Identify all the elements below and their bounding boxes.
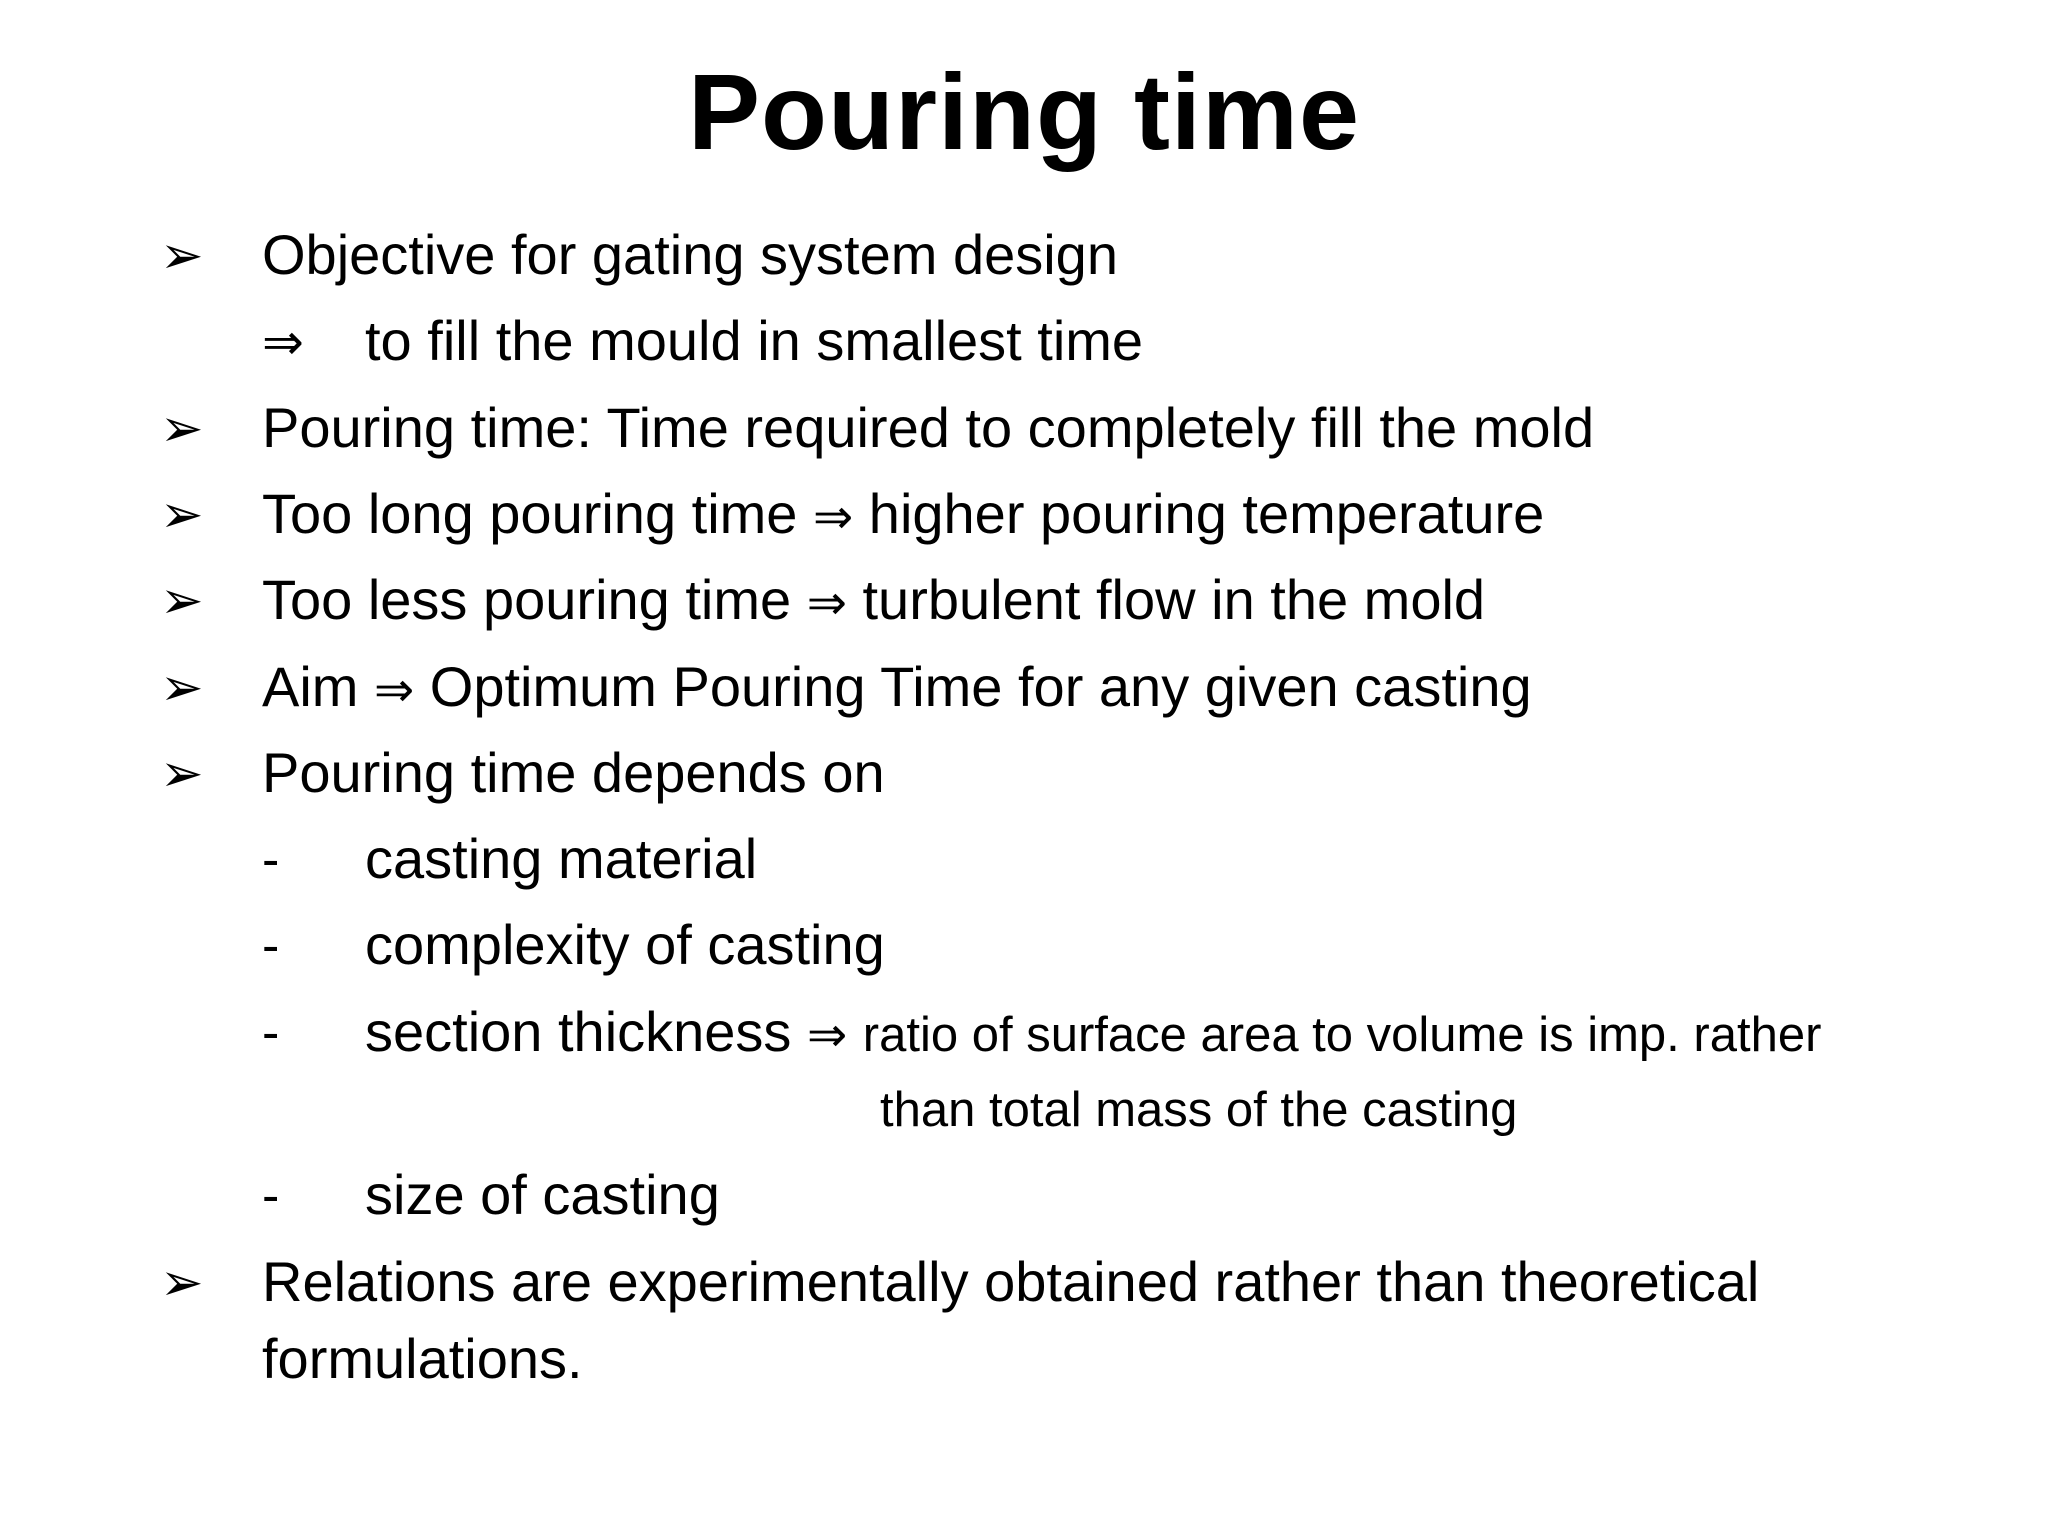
bullet-too-less-effect: turbulent flow in the mold — [862, 568, 1486, 631]
bullet-too-long-cause: Too long pouring time — [262, 482, 798, 545]
double-arrow-implies-icon: ⇒ — [374, 662, 415, 718]
bullet-objective: Objective for gating system design — [262, 223, 1118, 286]
arrowhead-bullet-icon: ➢ — [160, 400, 204, 458]
bullet-too-long — [262, 481, 1544, 550]
arrowhead-bullet-icon: ➢ — [160, 745, 204, 803]
dash-bullet-icon: - — [262, 1004, 280, 1062]
arrowhead-bullet-icon: ➢ — [160, 227, 204, 285]
factor-section-thickness — [365, 999, 1821, 1068]
bullet-aim — [262, 654, 1532, 723]
double-arrow-implies-icon: ⇒ — [813, 489, 854, 545]
double-arrow-implies-icon: ⇒ — [262, 313, 304, 371]
double-arrow-implies-icon: ⇒ — [807, 1007, 848, 1063]
factor-section-thickness-note: ratio of surface area to volume is imp. rather — [862, 1008, 1822, 1062]
dash-bullet-icon: - — [262, 917, 280, 975]
bullet-depends-on: Pouring time depends on — [262, 741, 885, 804]
dash-bullet-icon: - — [262, 831, 280, 889]
arrowhead-bullet-icon: ➢ — [160, 486, 204, 544]
bullet-relations-continuation: formulations. — [262, 1327, 583, 1390]
arrowhead-bullet-icon: ➢ — [160, 572, 204, 630]
double-arrow-implies-icon: ⇒ — [806, 575, 847, 631]
factor-section-thickness-label: section thickness — [365, 1000, 792, 1063]
bullet-pouring-time-definition: Pouring time: Time required to completely fill the mold — [262, 396, 1595, 459]
bullet-aim-target: Optimum Pouring Time for any given casting — [429, 655, 1532, 718]
dash-bullet-icon: - — [262, 1167, 280, 1225]
factor-section-thickness-note-continuation: than total mass of the casting — [880, 1083, 1518, 1137]
bullet-relations: Relations are experimentally obtained rather than theoretical — [262, 1250, 1760, 1313]
bullet-too-long-effect: higher pouring temperature — [868, 482, 1545, 545]
factor-complexity: complexity of casting — [365, 913, 885, 976]
bullet-aim-label: Aim — [262, 655, 359, 718]
arrowhead-bullet-icon: ➢ — [160, 659, 204, 717]
sub-objective-fill-mould: to fill the mould in smallest time — [365, 309, 1144, 372]
bullet-too-less — [262, 567, 1485, 636]
slide-title: Pouring time — [687, 51, 1361, 172]
bullet-too-less-cause: Too less pouring time — [262, 568, 792, 631]
arrowhead-bullet-icon: ➢ — [160, 1254, 204, 1312]
factor-size: size of casting — [365, 1163, 720, 1226]
factor-casting-material: casting material — [365, 827, 758, 890]
